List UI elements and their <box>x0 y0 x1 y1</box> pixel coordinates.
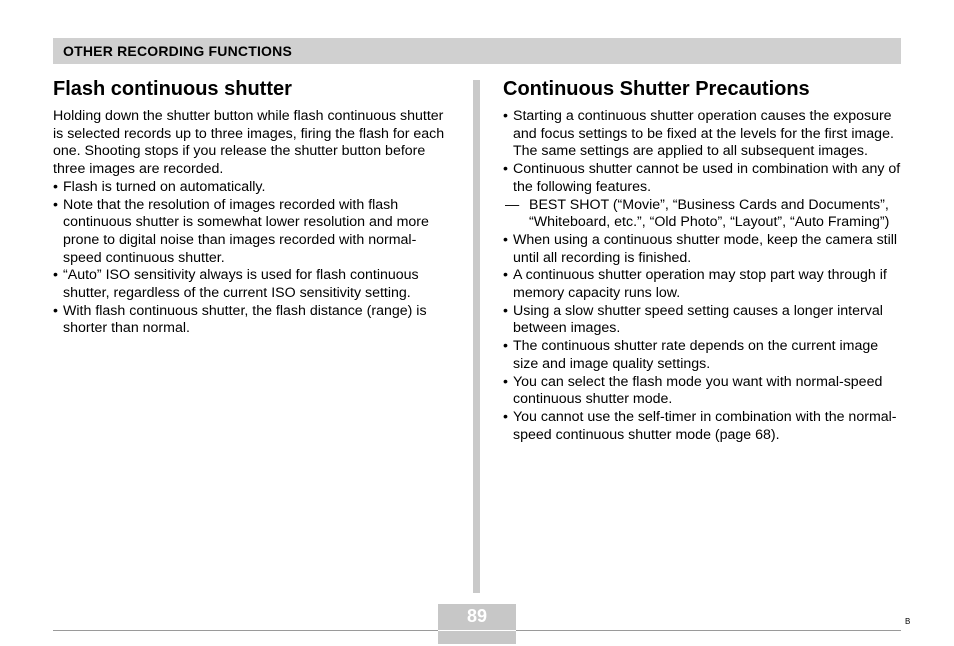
right-column <box>503 78 903 444</box>
left-bullet-1: • Flash is turned on automatically. <box>53 179 453 197</box>
right-bullet-5: • Using a slow shutter speed setting causes a longer interval between images. <box>503 303 903 338</box>
left-heading: Flash continuous shutter <box>53 78 292 100</box>
left-column <box>53 78 453 338</box>
left-bullet-2: • Note that the resolution of images recorded with flash continuous shutter is somewhat lower resolution and more prone to digital noise than images recorded with normal-speed continuous shutter. <box>53 197 453 268</box>
left-intro: Holding down the shutter button while flash continuous shutter is selected records up to three images, firing the flash for each one. Shooting stops if you release the shutter button before three images are recorded. <box>53 108 445 178</box>
left-bullet-4: • With flash continuous shutter, the flash distance (range) is shorter than normal. <box>53 303 453 338</box>
page-number-box <box>438 604 516 644</box>
right-bullet-list <box>503 108 903 197</box>
page-number: 89 <box>466 606 488 626</box>
section-header-bar <box>53 38 901 64</box>
em-dash-marker: — <box>505 196 520 213</box>
best-shot-sub-item-text: BEST SHOT (“Movie”, “Business Cards and Documents”, “Whiteboard, etc.”, “Old Photo”, “Layout”, “Auto Framing”) <box>529 196 890 231</box>
right-bullet-3: • When using a continuous shutter mode, keep the camera still until all recording is finished. <box>503 232 903 267</box>
column-divider <box>473 80 480 593</box>
best-shot-sub-item <box>503 197 903 232</box>
left-bullet-list <box>53 179 453 338</box>
section-title: OTHER RECORDING FUNCTIONS <box>63 43 292 59</box>
corner-mark: B <box>905 617 911 626</box>
right-bullet-1: • Starting a continuous shutter operation causes the exposure and focus settings to be fixed at the levels for the first image. The same settings are applied to all subsequent images. <box>503 108 903 161</box>
right-bullet-4: • A continuous shutter operation may stop part way through if memory capacity runs low. <box>503 267 903 302</box>
right-bullet-list-continued <box>503 232 903 444</box>
right-bullet-8: • You cannot use the self-timer in combination with the normal-speed continuous shutter mode (page 68). <box>503 409 903 444</box>
right-bullet-7: • You can select the flash mode you want with normal-speed continuous shutter mode. <box>503 374 903 409</box>
page-number-stripe <box>438 630 516 631</box>
left-bullet-3: • “Auto” ISO sensitivity always is used for flash continuous shutter, regardless of the current ISO sensitivity setting. <box>53 267 453 302</box>
right-bullet-6: • The continuous shutter rate depends on the current image size and image quality settings. <box>503 338 903 373</box>
right-heading: Continuous Shutter Precautions <box>503 78 810 100</box>
right-bullet-2: • Continuous shutter cannot be used in combination with any of the following features. <box>503 161 903 196</box>
